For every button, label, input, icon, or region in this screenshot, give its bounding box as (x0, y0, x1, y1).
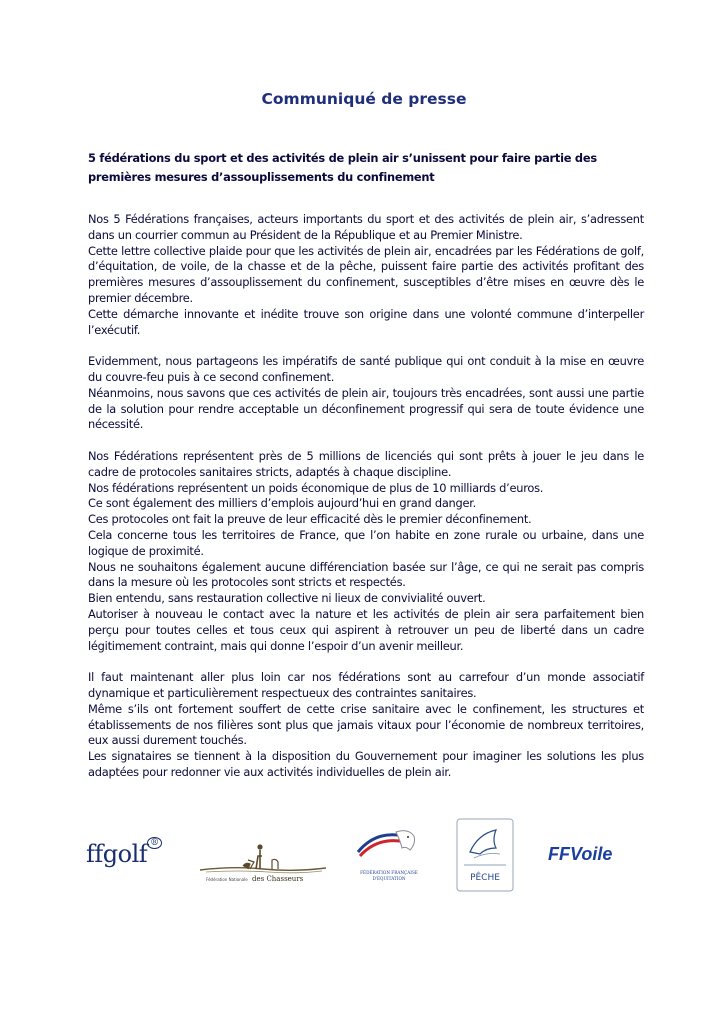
chasseurs-logo (198, 836, 328, 884)
body-paragraph: Cela concerne tous les territoires de France, que l’on habite en zone rurale ou urbaine, dans une logique de proximité. (88, 527, 644, 558)
body-paragraph: Ce sont également des milliers d’emplois aujourd’hui en grand danger. (88, 496, 477, 511)
peche-logo (456, 818, 514, 892)
chasseurs-emblem (198, 836, 328, 884)
body-paragraph: Les signataires se tiennent à la disposition du Gouvernement pour imaginer les solutions les plus adaptées pour redonner vie aux activités individuelles de plein air. (88, 749, 644, 779)
fish-emblem (456, 818, 514, 892)
body-paragraph: Bien entendu, sans restauration collective ni lieux de convivialité ouvert. (88, 591, 486, 606)
press-release-body (88, 212, 644, 781)
body-paragraph: Evidemment, nous partageons les impératifs de santé publique qui ont conduit à la mise en œuvre du couvre-feu puis à ce second confinement. (88, 354, 644, 384)
paragraph-gap (88, 654, 644, 670)
peche-label: PÊCHE (470, 873, 500, 883)
paragraph-gap (88, 338, 644, 354)
equitation-line1: FÉDÉRATION FRANÇAISE (360, 870, 418, 875)
paragraph-gap (88, 433, 644, 449)
equitation-logo (350, 822, 428, 890)
body-paragraph: Nos 5 Fédérations françaises, acteurs importants du sport et des activités de plein air, s’adressent dans un courrier commun au Président de la République et au Premier Ministre. (88, 212, 644, 242)
horse-emblem (350, 822, 428, 890)
ffvoile-wordmark: Voile (570, 844, 613, 864)
press-release-headline: 5 fédérations du sport et des activités de plein air s’unissent pour faire partie des premières mesures d’assouplissements du confinement (88, 151, 597, 184)
chasseurs-prefix: Fédération Nationale (206, 877, 248, 882)
body-paragraph: Cette démarche innovante et inédite trouve son origine dans une volonté commune d’interpeller l’exécutif. (88, 306, 644, 337)
page-title: Communiqué de presse (261, 90, 467, 108)
body-paragraph: Ces protocoles ont fait la preuve de leur efficacité dès le premier déconfinement. (88, 512, 532, 527)
body-paragraph: Nos fédérations représentent un poids économique de plus de 10 milliards d’euros. (88, 480, 544, 495)
body-paragraph: Nous ne souhaitons également aucune différenciation basée sur l’âge, ce qui ne serait pas compris dans la mesure où les protocoles sont stricts et respectés. (88, 559, 644, 590)
partner-logos (0, 818, 728, 898)
ffgolf-logo (86, 840, 162, 868)
ffgolf-wordmark: ffgolf (86, 840, 148, 868)
body-paragraph: Autoriser à nouveau le contact avec la nature et les activités de plein air sera parfaitement bien perçu pour toutes celles et tous ceux qui aspirent à retrouver un peu de liberté dans un cadre légitimement contraint, mais qui donne l’espoir d’un avenir meilleur. (88, 606, 644, 653)
equitation-line2: D'ÉQUITATION (372, 876, 406, 881)
body-paragraph: Il faut maintenant aller plus loin car nos fédérations sont au carrefour d’un monde associatif dynamique et particulièrement respectueux des contraintes sanitaires. (88, 670, 644, 700)
body-paragraph: Même s’ils ont fortement souffert de cette crise sanitaire avec le confinement, les structures et établissements de nos filières sont plus que jamais vitaux pour l’économie de nombreux territoires, eux aussi durement touchés. (88, 701, 644, 748)
ffvoile-logo (548, 844, 612, 865)
ffgolf-registered-mark: ® (147, 837, 162, 849)
body-paragraph: Nos Fédérations représentent près de 5 millions de licenciés qui sont prêts à jouer le jeu dans le cadre de protocoles sanitaires stricts, adaptés à chaque discipline. (88, 448, 644, 479)
body-paragraph: Néanmoins, nous savons que ces activités de plein air, toujours très encadrées, sont aussi une partie de la solution pour rendre acceptable un déconfinement progressif qui sera de toute évidence une nécessité. (88, 385, 644, 432)
ffvoile-ff: FF (548, 844, 570, 864)
chasseurs-label: des Chasseurs (252, 875, 304, 883)
body-paragraph: Cette lettre collective plaide pour que les activités de plein air, encadrées par les Fédérations de golf, d’équitation, de voile, de la chasse et de la pêche, puissent faire partie des activités profitant des premières mesures d’assouplissement du confinement, susceptibles d’être mises en œuvre dès le premier décembre. (88, 243, 644, 305)
